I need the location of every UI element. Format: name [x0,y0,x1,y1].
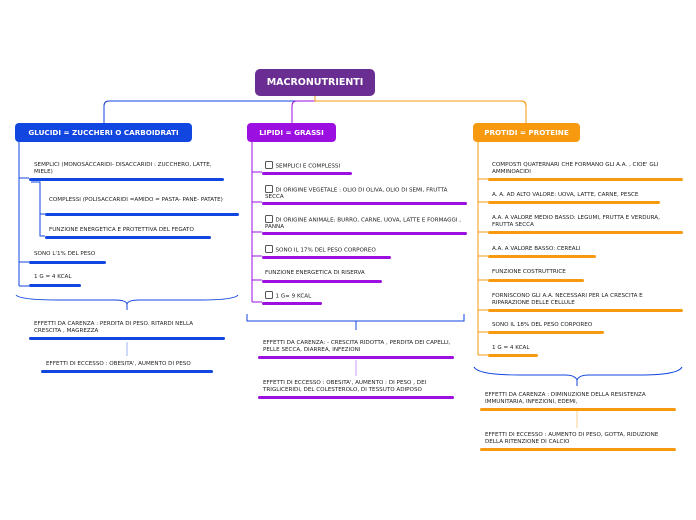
checkbox-icon[interactable] [265,161,273,169]
protidi-item-funzione: FUNZIONE COSTRUTTRICE [492,269,566,275]
lipidi-item-semplici: SEMPLICI E COMPLESSI [265,162,385,170]
checkbox-icon[interactable] [265,245,273,253]
lipidi-effetti-carenza: EFFETTI DA CARENZA: - CRESCITA RIDOTTA , PERDITA DEI CAPELLI, PELLE SECCA, DIARREA, INFEZIONI [263,340,451,354]
protidi-item-forniscono: FORNISCONO GLI A.A. NECESSARI PER LA CRESCITA E RIPARAZIONE DELLE CELLULE [492,293,643,307]
protidi-item-underline [488,354,538,357]
branch-protidi[interactable]: PROTIDI = PROTEINE [473,123,580,142]
protidi-effetti-carenza: EFFETTI DA CARENZA : DIMINUZIONE DELLA RESISTENZA IMMUNITARIA, INFEZIONI, EDEMI, [485,392,646,406]
lipidi-item-kcal: 1 G= 9 KCAL [265,292,345,300]
glucidi-item-funzione: FUNZIONE ENERGETICA E PROTETTIVA DEL FEGATO [49,227,194,233]
branch-glucidi[interactable]: GLUCIDI = ZUCCHERI O CARBOIDRATI [15,123,192,142]
glucidi-item-underline [29,261,106,264]
checkbox-icon[interactable] [265,185,273,193]
lipidi-effetti-underline [258,396,454,399]
protidi-item-percentuale: SONO IL 18% DEL PESO CORPOREO [492,322,593,328]
glucidi-item-underline [45,236,211,239]
protidi-effetti-underline [480,408,676,411]
glucidi-item-underline [29,178,224,181]
protidi-item-underline [488,231,683,234]
protidi-item-underline [488,201,660,204]
lipidi-item-percentuale: SONO IL 17% DEL PESO CORPOREO [265,246,395,254]
lipidi-item-underline [262,232,467,235]
glucidi-item-underline [45,213,239,216]
glucidi-effetti-underline [29,337,225,340]
glucidi-effetti-underline [41,370,213,373]
protidi-item-composti: COMPOSTI QUATERNARI CHE FORMANO GLI A.A. , CIOE' GLI AMMINOACIDI [492,162,659,176]
glucidi-item-underline [29,284,81,287]
protidi-item-medio-basso: A.A. A VALORE MEDIO BASSO: LEGUMI, FRUTTA E VERDURA, FRUTTA SECCA [492,215,660,229]
protidi-effetti-eccesso: EFFETTI DI ECCESSO : AUMENTO DI PESO, GOTTA, RIDUZIONE DELLA RITENZIONE DI CALCIO [485,432,659,446]
protidi-item-alto-valore: A. A. AD ALTO VALORE: UOVA, LATTE, CARNE, PESCE [492,192,639,198]
lipidi-effetti-underline [258,356,454,359]
lipidi-item-underline [262,202,467,205]
lipidi-item-underline [262,172,352,175]
branch-lipidi[interactable]: LIPIDI = GRASSI [247,123,336,142]
protidi-item-underline [488,309,683,312]
lipidi-item-underline [262,302,322,305]
protidi-item-kcal: 1 G = 4 KCAL [492,345,530,351]
glucidi-effetti-eccesso: EFFETTI DI ECCESSO : OBESITA', AUMENTO DI PESO [46,361,191,367]
glucidi-item-kcal: 1 G = 4 KCAL [34,274,72,280]
protidi-item-basso: A.A. A VALORE BASSO: CEREALI [492,246,581,252]
glucidi-item-semplici: SEMPLICI (MONOSACCARIDI- DISACCARIDI : ZUCCHERO, LATTE, MIELE) [34,162,212,176]
lipidi-item-animale: DI ORIGINE ANIMALE: BURRO, CARNE, UOVA, LATTE E FORMAGGI , PANNA [265,216,465,232]
lipidi-item-vegetale: DI ORIGINE VEGETALE : OLIO DI OLIVA, OLIO DI SEMI, FRUTTA SECCA [265,186,465,202]
checkbox-icon[interactable] [265,215,273,223]
glucidi-item-percentuale: SONO L'1% DEL PESO [34,251,96,257]
protidi-item-underline [488,255,596,258]
protidi-item-underline [488,279,584,282]
lipidi-item-underline [262,280,382,283]
protidi-item-underline [488,178,683,181]
glucidi-item-complessi: COMPLESSI (POLISACCARIDI =AMIDO = PASTA- PANE- PATATE) [49,197,223,203]
lipidi-item-funzione: FUNZIONE ENERGETICA DI RISERVA [265,270,365,276]
checkbox-icon[interactable] [265,291,273,299]
protidi-item-underline [488,331,604,334]
glucidi-effetti-carenza: EFFETTI DA CARENZA : PERDITA DI PESO. RITARDI NELLA CRESCITA , MAGREZZA [34,321,194,335]
lipidi-effetti-eccesso: EFFETTI DI ECCESSO : OBESITA', AUMENTO : DI PESO , DEI TRIGLICERIDI, DEL COLESTEROLO, DI TESSUTO ADIPOSO [263,380,427,394]
lipidi-item-underline [262,256,391,259]
protidi-effetti-underline [480,448,676,451]
root-node-macronutrienti[interactable]: MACRONUTRIENTI [255,69,375,96]
